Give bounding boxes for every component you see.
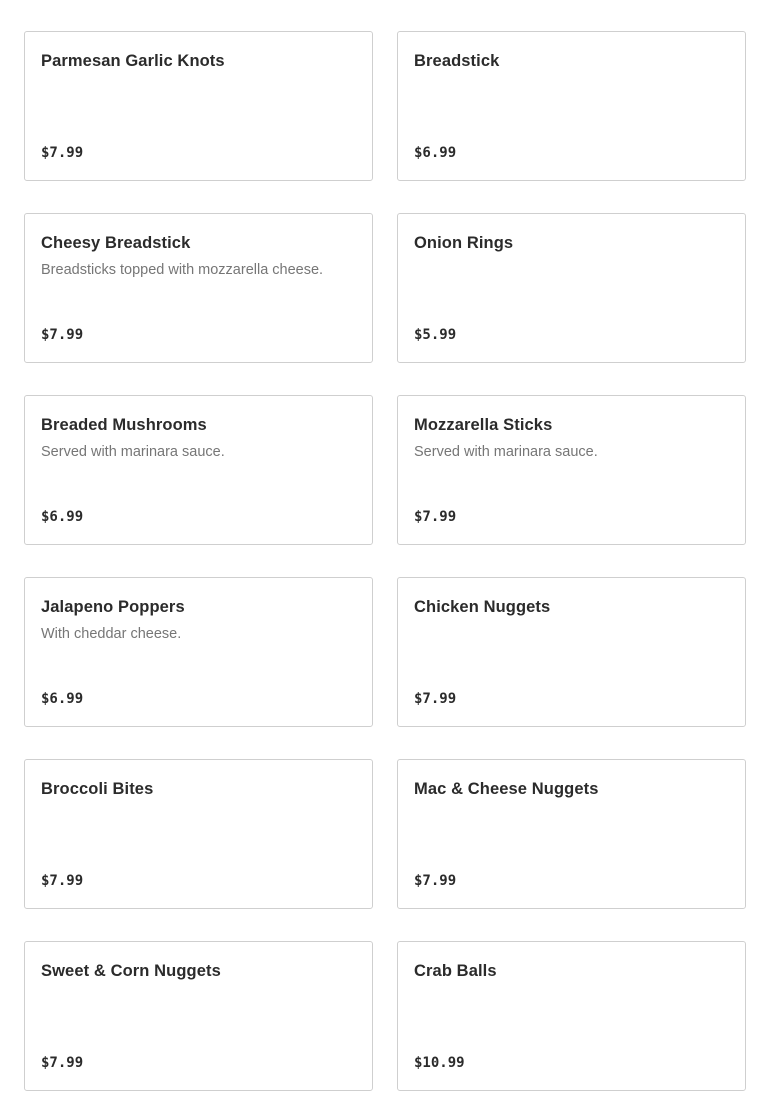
menu-item-price: $7.99 xyxy=(41,1055,84,1071)
menu-item-card[interactable] xyxy=(397,759,746,909)
menu-item-card[interactable] xyxy=(397,577,746,727)
menu-item-description: Breadsticks topped with mozzarella cheese. xyxy=(41,262,324,278)
menu-item-card[interactable] xyxy=(397,213,746,363)
menu-item-description: With cheddar cheese. xyxy=(41,626,182,642)
menu-item-name: Breaded Mushrooms xyxy=(41,416,207,434)
menu-item-price: $7.99 xyxy=(414,691,457,707)
menu-item-name: Parmesan Garlic Knots xyxy=(41,52,225,70)
menu-item-name: Broccoli Bites xyxy=(41,780,154,798)
menu-item-card[interactable] xyxy=(397,395,746,545)
menu-item-price: $7.99 xyxy=(414,873,457,889)
menu-item-card[interactable] xyxy=(24,577,373,727)
menu-item-name: Jalapeno Poppers xyxy=(41,598,185,616)
menu-item-name: Sweet & Corn Nuggets xyxy=(41,962,221,980)
menu-item-price: $5.99 xyxy=(414,327,457,343)
menu-item-price: $10.99 xyxy=(414,1055,465,1071)
menu-item-name: Mozzarella Sticks xyxy=(414,416,553,434)
menu-item-price: $7.99 xyxy=(41,873,84,889)
menu-item-card[interactable] xyxy=(397,31,746,181)
menu-item-card[interactable] xyxy=(24,213,373,363)
menu-item-card[interactable] xyxy=(24,395,373,545)
menu-item-price: $6.99 xyxy=(414,145,457,161)
menu-item-price: $6.99 xyxy=(41,691,84,707)
menu-item-name: Mac & Cheese Nuggets xyxy=(414,780,599,798)
menu-item-card[interactable] xyxy=(24,31,373,181)
menu-item-description: Served with marinara sauce. xyxy=(41,444,225,460)
menu-item-name: Cheesy Breadstick xyxy=(41,234,191,252)
menu-item-price: $7.99 xyxy=(41,145,84,161)
menu-item-card[interactable] xyxy=(24,941,373,1091)
menu-item-price: $6.99 xyxy=(41,509,84,525)
menu-item-name: Crab Balls xyxy=(414,962,497,980)
menu-item-card[interactable] xyxy=(24,759,373,909)
menu-item-description: Served with marinara sauce. xyxy=(414,444,598,460)
menu-item-name: Onion Rings xyxy=(414,234,514,252)
menu-item-name: Chicken Nuggets xyxy=(414,598,551,616)
menu-item-grid xyxy=(24,31,746,1091)
menu-item-price: $7.99 xyxy=(414,509,457,525)
menu-item-name: Breadstick xyxy=(414,52,500,70)
menu-item-price: $7.99 xyxy=(41,327,84,343)
menu-item-card[interactable] xyxy=(397,941,746,1091)
